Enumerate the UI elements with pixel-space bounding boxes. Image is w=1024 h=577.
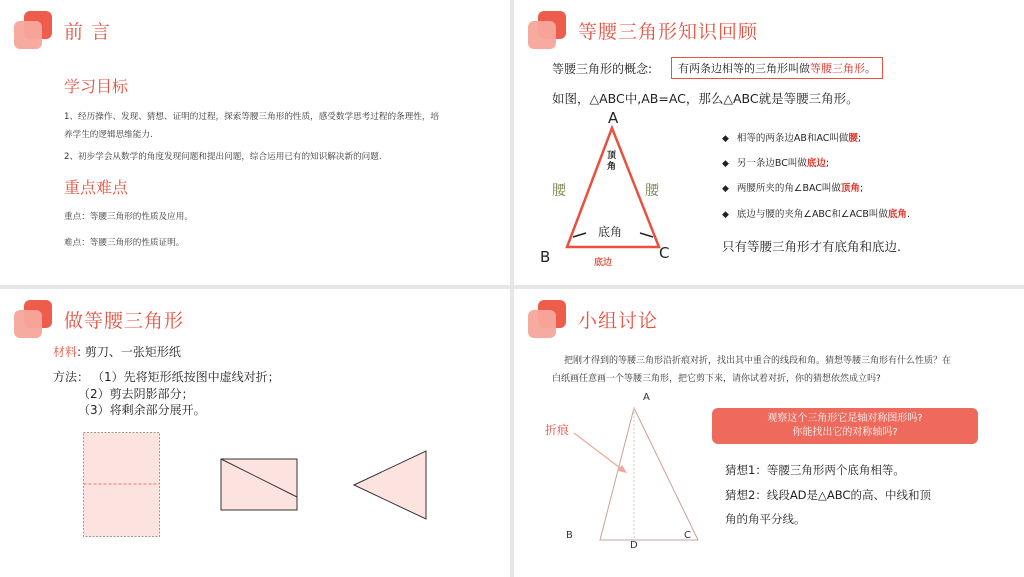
logo-icon	[528, 11, 568, 49]
logo-icon	[14, 11, 54, 49]
concept-term: 等腰三角形	[810, 62, 865, 75]
goal-1-line-a: 1、经历操作、发现、猜想、证明的过程，探索等腰三角形的性质，感受数学思考过程的条理性，培	[64, 112, 440, 122]
concept-text: 有两条边相等的三角形叫做	[678, 62, 810, 75]
diamond-icon: ◆	[722, 210, 729, 220]
leg-right-label: 腰	[645, 183, 659, 199]
concept-end: 。	[865, 62, 876, 75]
apex-angle-label-1: 顶	[607, 151, 617, 161]
goal-1-line-b: 养学生的逻辑思维能力.	[64, 130, 153, 140]
question-box	[712, 408, 978, 444]
concept-label: 等腰三角形的概念:	[552, 62, 653, 76]
concept-box	[671, 57, 883, 79]
goal-2: 2、初步学会从数学的角度发现问题和提出问题，综合运用已有的知识解决新的问题.	[64, 152, 382, 162]
slide-group-discussion[interactable]	[514, 289, 1024, 577]
bullet-leg: ◆ 相等的两条边AB和AC叫做腰;	[722, 133, 862, 144]
material-text: : 剪刀、一张矩形纸	[77, 345, 181, 359]
vertex-b-label: B	[540, 248, 551, 266]
guess-2-line-b: 角的角平分线。	[725, 512, 806, 526]
vertex-c-label: C	[659, 244, 670, 262]
fold-label: 折痕	[545, 423, 570, 437]
diamond-icon: ◆	[722, 134, 729, 144]
vertex-a-label: A	[643, 392, 650, 403]
discussion-line-2: 白纸画任意画一个等腰三角形，把它剪下来，请你试着对折，你的猜想依然成立吗?	[552, 374, 881, 384]
vertex-c-label: C	[684, 530, 691, 541]
guess-1: 猜想1：等腰三角形两个底角相等。	[725, 463, 905, 477]
materials	[53, 344, 181, 361]
step-2: （2）剪去阴影部分；	[78, 387, 194, 401]
base-label: 底边	[594, 258, 613, 268]
vertex-a-label: A	[608, 109, 619, 127]
step-1: （1）先将矩形纸按图中虚线对折；	[92, 370, 280, 384]
step-3: （3）将剩余部分展开。	[78, 403, 206, 417]
logo-icon	[14, 300, 54, 338]
question-line-2: 你能找出它的对称轴吗?	[792, 427, 898, 438]
material-label: 材料	[53, 345, 78, 359]
folding-diagrams	[80, 429, 450, 549]
method-label: 方法：	[53, 370, 90, 384]
question-line-1: 观察这个三角形它是轴对称图形吗?	[767, 413, 923, 424]
slide-preface[interactable]	[0, 0, 510, 285]
logo-icon	[528, 300, 568, 338]
apex-angle-label-2: 角	[607, 162, 617, 172]
key-point: 重点：等腰三角形的性质及应用。	[64, 212, 193, 222]
bullet-base-angle: ◆ 底边与腰的夹角∠ABC和∠ACB叫做底角.	[722, 209, 910, 220]
vertex-b-label: B	[566, 530, 573, 541]
slide-title: 等腰三角形知识回顾	[578, 21, 759, 43]
goal-heading: 学习目标	[64, 77, 129, 96]
slide-make-triangle[interactable]	[0, 289, 510, 577]
base-angle-label: 底角	[598, 225, 623, 239]
slide-title: 小组讨论	[578, 310, 659, 332]
difficult-point: 难点：等腰三角形的性质证明。	[64, 238, 185, 248]
bullet-apex-angle: ◆ 两腰所夹的角∠BAC叫做顶角;	[722, 183, 864, 194]
guess-2-line-a: 猜想2：线段AD是△ABC的高、中线和顶	[725, 488, 931, 502]
key-heading: 重点难点	[64, 178, 129, 197]
leg-left-label: 腰	[552, 183, 566, 199]
discussion-line-1: 把刚才得到的等腰三角形沿折痕对折，找出其中重合的线段和角。猜想等腰三角形有什么性质？在	[564, 356, 952, 366]
slide-review[interactable]	[514, 0, 1024, 285]
diamond-icon: ◆	[722, 184, 729, 194]
slide-title: 做等腰三角形	[64, 310, 185, 332]
diamond-icon: ◆	[722, 159, 729, 169]
only-statement: 只有等腰三角形才有底角和底边.	[722, 239, 901, 254]
example-statement: 如图，△ABC中,AB=AC，那么△ABC就是等腰三角形。	[552, 91, 859, 106]
point-d-label: D	[630, 540, 638, 551]
slide-title: 前 言	[64, 21, 112, 43]
bullet-base: ◆ 另一条边BC叫做底边;	[722, 158, 830, 169]
